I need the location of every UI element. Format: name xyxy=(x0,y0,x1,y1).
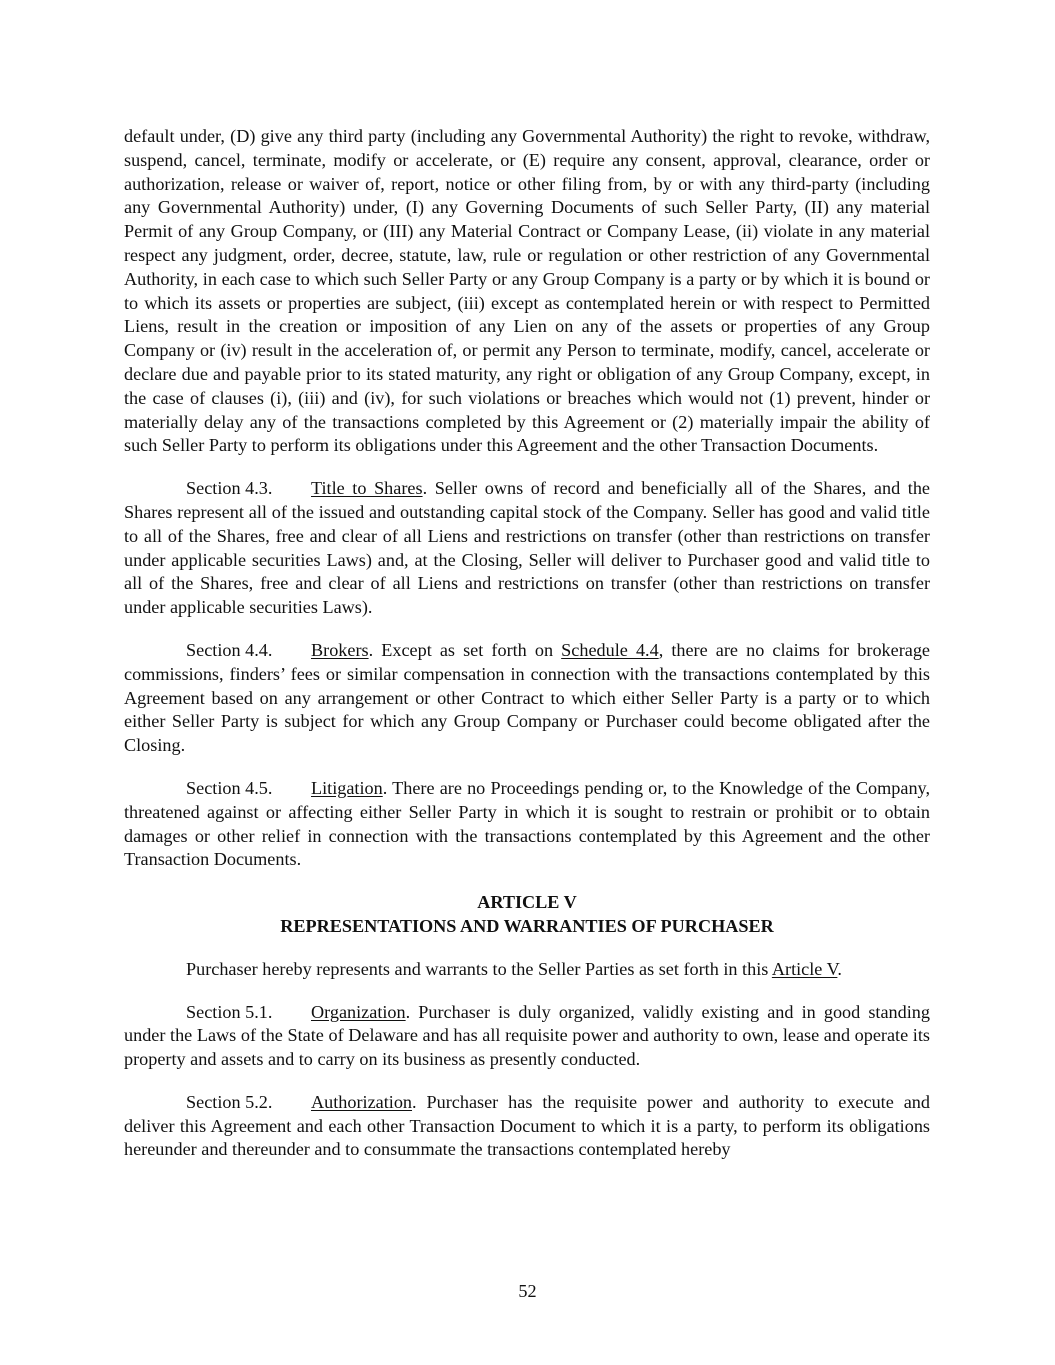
article-v-subheading: REPRESENTATIONS AND WARRANTIES OF PURCHASER xyxy=(280,915,774,936)
section-5-2-title: Authorization xyxy=(311,1091,413,1112)
section-5-1-title: Organization xyxy=(311,1001,406,1022)
section-4-3-number: Section 4.3. xyxy=(186,478,273,499)
schedule-4-4-reference: Schedule 4.4 xyxy=(561,639,659,660)
section-4-5-text: . There are no Proceedings pending or, to the Knowledge of the Company, threatened against or affecting either Seller Party in which it is sought to restrain or prohibit or to obtain damages or other relief in connection with the transactions contemplated by this Agreement and the other Transaction Documents. xyxy=(124,777,930,870)
section-5-1-text: . Purchaser is duly organized, validly existing and in good standing under the Laws of the State of Delaware and has all requisite power and authority to own, lease and operate its property and assets and to carry on its business as presently conducted. xyxy=(124,1001,930,1070)
section-4-4-text-after: , there are no claims for brokerage commissions, finders’ fees or similar compensation in connection with the transactions contemplated by this Agreement based on any arrangement or other Contract to which either Seller Party is a party or to which either Seller Party is subject for which any Group Company or Purchaser could become obligated after the Closing. xyxy=(124,639,930,756)
section-5-1-paragraph xyxy=(124,1001,930,1072)
section-4-3-title: Title to Shares xyxy=(311,478,423,499)
article-v-reference: Article V xyxy=(771,958,838,979)
article-v-heading-block xyxy=(124,891,930,939)
article-v-intro xyxy=(124,958,930,982)
section-5-1-number: Section 5.1. xyxy=(186,1001,273,1022)
section-4-3-text: . Seller owns of record and beneficially all of the Shares, and the Shares represent all of the issued and outstanding capital stock of the Company. Seller has good and valid title to all of the Shares, free and clear of all Liens and restrictions on transfer (other than restrictions on transfer under applicable securities Laws) and, at the Closing, Seller will deliver to Purchaser good and valid title to all of the Shares, free and clear of all Liens and restrictions on transfer (other than restrictions on transfer under applicable securities Laws). xyxy=(124,478,930,618)
article-v-intro-after: . xyxy=(837,958,842,979)
section-4-4-title: Brokers xyxy=(311,639,369,660)
document-page xyxy=(124,125,930,1181)
section-4-4-text-before: . Except as set forth on xyxy=(368,639,562,660)
page-number: 52 xyxy=(518,1281,537,1301)
section-4-4-paragraph xyxy=(124,639,930,758)
section-4-5-number: Section 4.5. xyxy=(186,777,273,798)
section-4-4-number: Section 4.4. xyxy=(186,639,273,660)
article-v-heading: ARTICLE V xyxy=(477,892,577,913)
section-4-5-title: Litigation xyxy=(311,777,383,798)
section-4-5-paragraph xyxy=(124,777,930,872)
section-5-2-paragraph xyxy=(124,1091,930,1162)
continuation-paragraph: default under, (D) give any third party (including any Governmental Authority) the right to revoke, withdraw, suspend, cancel, terminate, modify or accelerate, or (E) require any consent, approval, clearance, order or authorization, release or waiver of, report, notice or other filing from, by or with any third-party (including any Governmental Authority) under, (I) any Governing Documents of such Seller Party, (II) any material Permit of any Group Company, or (III) any Material Contract or Company Lease, (ii) violate in any material respect any judgment, order, decree, statute, law, rule or regulation or other restriction of any Governmental Authority, in each case to which such Seller Party or any Group Company is a party or by which it is bound or to which its assets or properties are subject, (iii) except as contemplated herein or with respect to Permitted Liens, result in the creation or imposition of any Lien on any of the assets or properties of any Group Company or (iv) result in the acceleration of, or permit any Person to terminate, modify, cancel, accelerate or declare due and payable prior to its stated maturity, any right or obligation of any Group Company, except, in the case of clauses (i), (iii) and (iv), for such violations or breaches which would not (1) prevent, hinder or materially delay any of the transactions completed by this Agreement or (2) materially impair the ability of such Seller Party to perform its obligations under this Agreement and the other Transaction Documents. xyxy=(124,126,930,456)
section-5-2-text: . Purchaser has the requisite power and authority to execute and deliver this Agreement and each other Transaction Document to which it is a party, to perform its obligations hereunder and thereunder and to consummate the transactions contemplated hereby xyxy=(124,1091,930,1160)
article-v-intro-before: Purchaser hereby represents and warrants to the Seller Parties as set forth in this xyxy=(186,958,772,979)
section-4-3-paragraph xyxy=(124,477,930,620)
section-5-2-number: Section 5.2. xyxy=(186,1091,273,1112)
